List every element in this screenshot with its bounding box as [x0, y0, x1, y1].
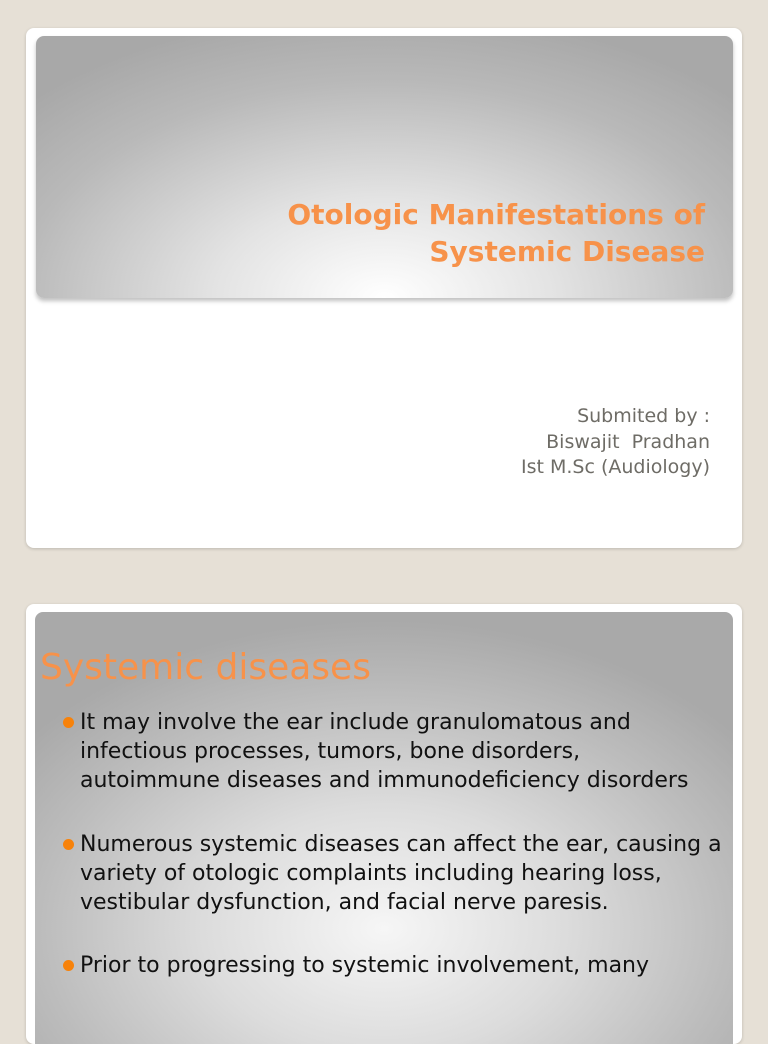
slide-title — [105, 196, 705, 270]
content-slide — [26, 604, 742, 1044]
bullet-list — [63, 708, 723, 1014]
list-item — [63, 951, 723, 980]
bullet-dot-icon — [63, 839, 74, 850]
title-line-2: Systemic Disease — [429, 235, 705, 268]
subtitle-line-2: Biswajit Pradhan — [546, 430, 710, 453]
bullet-dot-icon — [63, 960, 74, 971]
bullet-text: Prior to progressing to systemic involvement, many — [80, 953, 650, 979]
title-slide — [26, 28, 742, 548]
slide-heading: Systemic diseases — [40, 647, 371, 688]
subtitle-line-3: Ist M.Sc (Audiology) — [520, 456, 710, 478]
bullet-dot-icon — [63, 717, 74, 728]
title-line-1: Otologic Manifestations of — [287, 198, 705, 231]
list-item — [63, 830, 723, 918]
content-panel — [35, 612, 733, 1044]
title-banner — [36, 36, 733, 298]
list-item — [63, 708, 723, 796]
bullet-text: Numerous systemic diseases can affect the ear, causing a variety of otologic complaints including hearing loss, vestibular dysfunction, and facial nerve paresis. — [80, 831, 722, 916]
subtitle-line-1: Submited by : — [577, 405, 710, 427]
bullet-text: It may involve the ear include granulomatous and infectious processes, tumors, bone disorders, autoimmune diseases and immunodeficiency disorders — [80, 710, 689, 794]
slide-subtitle — [521, 404, 710, 481]
